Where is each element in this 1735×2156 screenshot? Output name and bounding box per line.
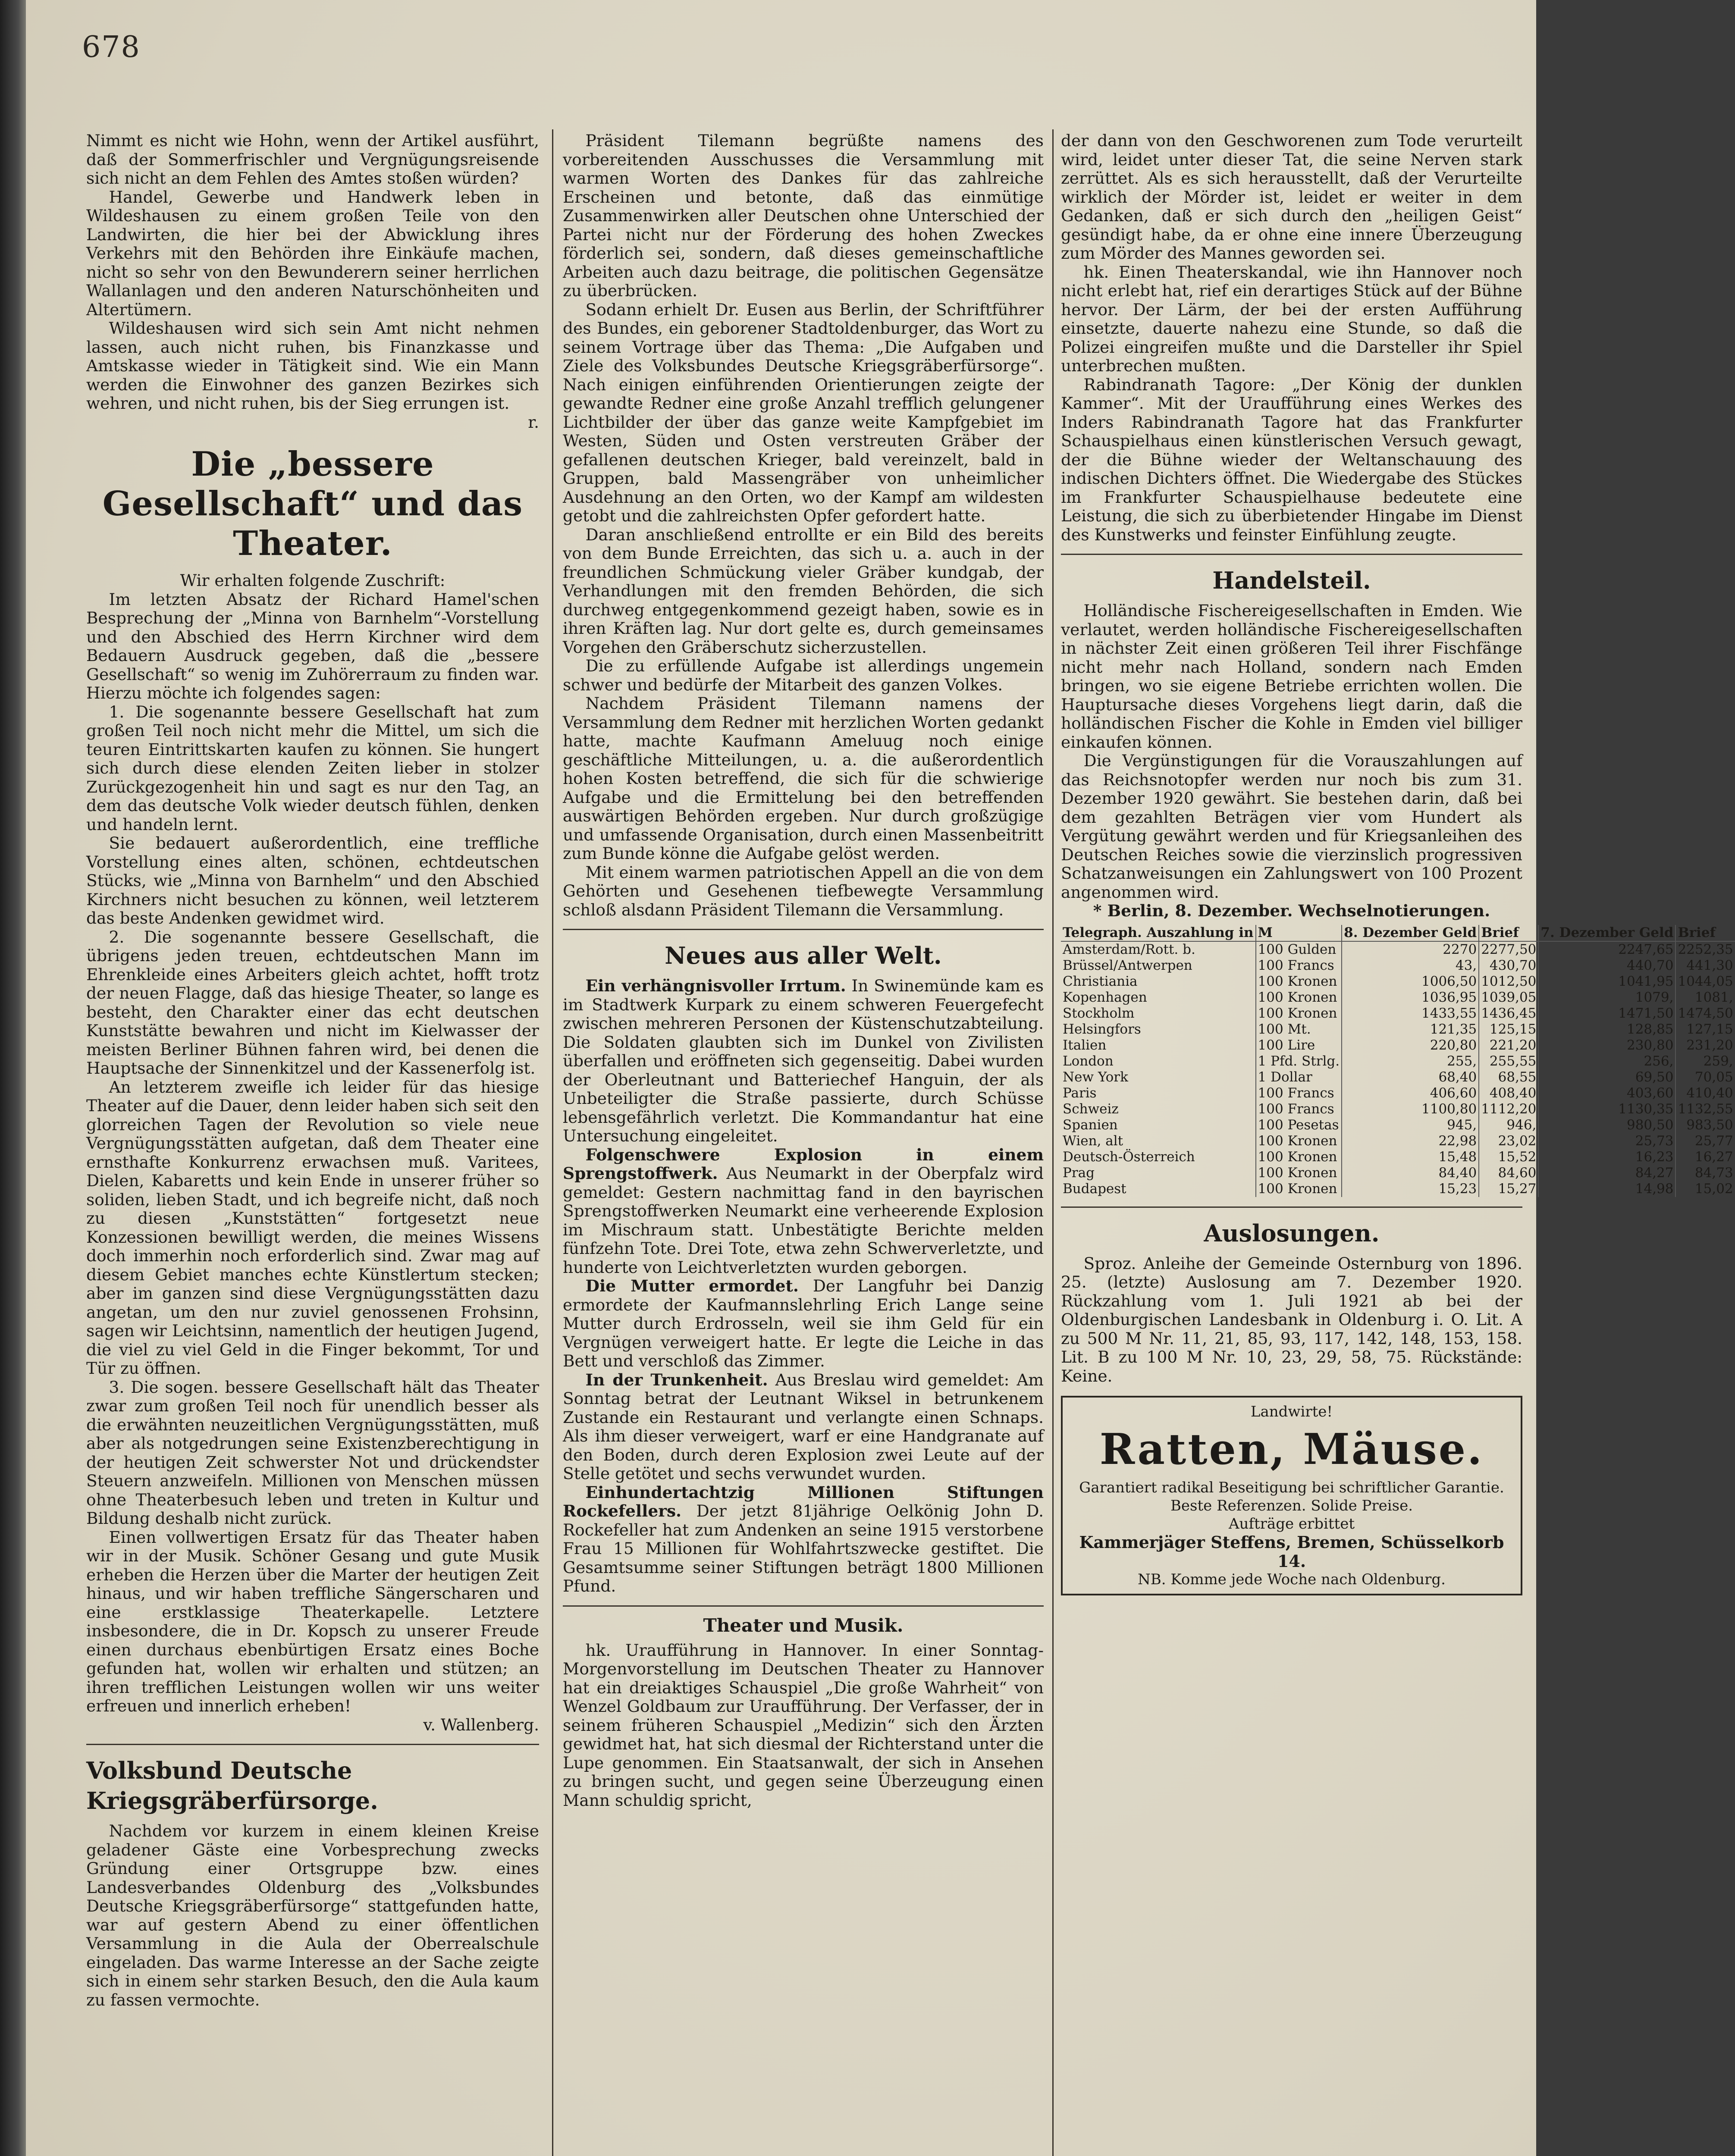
table-cell: 15,48: [1342, 1149, 1479, 1165]
column-middle: [563, 132, 1044, 2156]
table-cell: 255,: [1342, 1053, 1479, 1069]
table-cell: Kopenhagen: [1061, 990, 1256, 1006]
table-cell: Brüssel/Antwerpen: [1061, 958, 1256, 974]
section-headline: Auslosungen.: [1204, 1219, 1380, 1247]
table-cell: 1436,45: [1479, 1006, 1538, 1022]
article-signature: r.: [528, 412, 539, 432]
article-headline: Die „bessere Gesellschaft“ und das Theater.: [102, 445, 523, 563]
table-cell: Helsingfors: [1061, 1022, 1256, 1037]
article-headline: Volksbund Deutsche Kriegsgräberfürsorge.: [86, 1757, 378, 1814]
table-cell: Spanien: [1061, 1117, 1256, 1133]
ad-line: Aufträge erbittet: [1228, 1515, 1355, 1532]
column-rule: [552, 129, 553, 2156]
ad-header: Landwirte!: [1250, 1403, 1333, 1420]
table-cell: 125,15: [1479, 1022, 1538, 1037]
table-cell: 43,: [1342, 958, 1479, 974]
news-item-lead: Die Mutter ermordet.: [585, 1276, 799, 1295]
table-row: [1061, 1037, 1735, 1053]
table-header-cell: M: [1256, 925, 1342, 941]
table-cell: 69,50: [1538, 1069, 1675, 1085]
article-paragraph: Nachdem Präsident Tilemann namens der Versammlung dem Redner mit herzlichen Worten gedankt hatte, machte Kaufmann Ameluug noch einige geschäftliche Mitteilungen, u. a. die außerordentlich hohen Kosten betreffend, die sich für die schwierige Aufgabe und die Ermittelung bei den betreffenden auswärtigen Behörden ergeben. Nur durch großzügige und umfassende Organisation, durch einen Massenbeitritt zum Bunde könne die Aufgabe gelöst werden.: [563, 694, 1044, 863]
table-cell: 2277,50: [1479, 941, 1538, 958]
news-item-lead: Folgenschwere Explosion in einem Sprengstoffwerk.: [563, 1145, 1044, 1183]
news-item: [563, 977, 1044, 1146]
table-header-cell: 7. Dezember Geld: [1538, 925, 1675, 941]
table-cell: 121,35: [1342, 1022, 1479, 1037]
table-header-cell: Brief: [1675, 925, 1735, 941]
table-cell: 231,20: [1686, 1037, 1733, 1053]
table-cell: 14,98: [1538, 1181, 1675, 1197]
table-cell: Prag: [1061, 1165, 1256, 1181]
table-cell: 100 Gulden: [1256, 941, 1342, 958]
table-row: [1061, 1069, 1735, 1085]
page-number: 678: [82, 30, 141, 64]
article-paragraph: Sodann erhielt Dr. Eusen aus Berlin, der Schriftführer des Bundes, ein geborener Stadtoldenburger, das Wort zu seinem Vortrage über das Thema: „Die Aufgaben und Ziele des Volksbundes Deutsche Kriegsgräberfürsorge“. Nach einigen einführenden Orientierungen zeigte der gewandte Redner eine große Anzahl trefflich gelungener Lichtbilder der über das ganze weite Kampfgebiet im Westen, Süden und Osten verstreuten Gräber der gefallenen deutschen Krieger, bald vereinzelt, bald in Gruppen, bald Massengräber von unheimlicher Ausdehnung an den Orten, wo der Kampf am wildesten getobt und die zahlreichsten Opfer gefordert hatte.: [563, 300, 1044, 525]
table-cell: 128,85: [1538, 1022, 1675, 1037]
article-paragraph: Handel, Gewerbe und Handwerk leben in Wildeshausen zu einem großen Teile von den Landwirten, die hier bei der Abwicklung ihres Verkehrs mit den Behörden ihre Einkäufe machen, nicht so sehr von den Bewunderern seiner herrlichen Wallanlagen und den anderen Naturschönheiten und Altertümern.: [86, 187, 539, 319]
table-cell: 1474,50: [1678, 1005, 1733, 1021]
news-item-text: Der jetzt 81jährige Oelkönig John D. Rockefeller hat zum Andenken an seine 1915 verstorbene Frau 15 Millionen für Wohlfahrtszwecke gestiftet. Die Gesamtsumme seiner Stiftungen beträgt 1800 Millionen Pfund.: [563, 1501, 1044, 1595]
table-cell: 23,02: [1479, 1133, 1538, 1149]
table-cell: 127,15: [1686, 1021, 1733, 1037]
table-cell: 220,80: [1342, 1037, 1479, 1053]
news-item: [563, 1277, 1044, 1371]
article-paragraph: An letzterem zweifle ich leider für das hiesige Theater auf die Dauer, denn leider haben sich seit den glorreichen Tagen der Revolution so viele neue Vergnügungsstätten aufgetan, daß dem Theater eine ernsthafte Konkurrenz erwachsen muß. Varitees, Dielen, Kabaretts und kein Ende in unserer früher so soliden, lieben Stadt, und ich begreife nicht, daß noch zu diesen „Kunststätten“ fortgesetzt neue Konzessionen bewilligt werden, die meines Wissens doch immerhin noch erforderlich sind. Zwar mag auf diesem Gebiet manches echte Künstlertum stecken; aber im ganzen sind diese Vergnügungsstätten dazu angetan, um den nur zuviel genossenen Frohsinn, sagen wir Leichtsinn, namentlich der heutigen Jugend, die viel zu viel Geld in die Finger bekommt, Tor und Tür zu öffnen.: [86, 1077, 539, 1378]
table-cell: Stockholm: [1061, 1006, 1256, 1022]
column-right: [1061, 131, 1733, 2156]
table-row: [1061, 1133, 1735, 1149]
table-cell: 1036,95: [1342, 990, 1479, 1006]
table-cell: 2270: [1342, 941, 1479, 958]
table-cell: 1433,55: [1342, 1006, 1479, 1022]
article-paragraph: Mit einem warmen patriotischen Appell an die von dem Gehörten und Gesehenen tiefbewegte Versammlung schloß alsdann Präsident Tilemann die Versammlung.: [563, 862, 1044, 919]
table-cell: 68,40: [1342, 1069, 1479, 1085]
table-cell: 980,50: [1538, 1117, 1675, 1133]
section-headline: Theater und Musik.: [703, 1614, 904, 1636]
table-cell: 84,40: [1342, 1165, 1479, 1181]
table-cell: 84,27: [1538, 1165, 1675, 1181]
table-header-cell: 8. Dezember Geld: [1342, 925, 1479, 941]
table-cell: 430,70: [1479, 958, 1538, 974]
table-cell: 15,23: [1342, 1181, 1479, 1197]
table-cell: 100 Kronen: [1256, 1165, 1342, 1181]
table-cell: 230,80: [1538, 1037, 1675, 1053]
article-paragraph: Holländische Fischereigesellschaften in Emden. Wie verlautet, werden holländische Fischereigesellschaften in nächster Zeit einen größeren Teil ihrer Fischfänge nicht mehr nach Holland, sondern nach Emden bringen, wo sie eigene Betriebe errichten wollen. Die Hauptursache dieses Vorgehens liegt darin, daß die holländischen Fischer die Kohle in Emden viel billiger einkaufen können.: [1061, 601, 1522, 752]
news-item-lead: In der Trunkenheit.: [585, 1370, 768, 1389]
table-cell: 1100,80: [1342, 1101, 1479, 1117]
table-cell: 84,73: [1694, 1165, 1733, 1181]
table-cell: 410,40: [1686, 1085, 1733, 1101]
table-cell: 70,05: [1694, 1069, 1733, 1085]
table-cell: London: [1061, 1053, 1256, 1069]
table-cell: 1130,35: [1538, 1101, 1675, 1117]
table-cell: 259,: [1703, 1053, 1733, 1069]
table-cell: 440,70: [1538, 958, 1675, 974]
ad-note: NB. Komme jede Woche nach Oldenburg.: [1138, 1571, 1446, 1588]
advertisement: [1061, 1396, 1522, 1595]
ad-line: Garantiert radikal Beseitigung bei schriftlicher Garantie.: [1079, 1479, 1504, 1496]
section-headline: Handelsteil.: [1212, 567, 1371, 594]
table-cell: Budapest: [1061, 1181, 1256, 1197]
book-binding: [0, 0, 26, 2156]
section-headline: Neues aus aller Welt.: [665, 942, 942, 969]
table-cell: 983,50: [1686, 1117, 1733, 1133]
table-cell: 100 Francs: [1256, 1101, 1342, 1117]
column-left: [86, 132, 539, 2156]
table-row: [1061, 1022, 1735, 1037]
table-row: [1061, 958, 1735, 974]
article-paragraph: Sie bedauert außerordentlich, eine treffliche Vorstellung eines alten, schönen, echtdeutschen Stücks, wie „Minna von Barnhelm“ und den Abschied Kirchners nicht besuchen zu können, weil letzterem das beste Andenken gewidmet wird.: [86, 834, 539, 928]
table-row: [1061, 941, 1735, 958]
table-cell: 100 Mt.: [1256, 1022, 1342, 1037]
table-row: [1061, 1117, 1735, 1133]
table-cell: 15,02: [1694, 1181, 1733, 1197]
table-row: [1061, 990, 1735, 1006]
table-cell: 1039,05: [1479, 990, 1538, 1006]
table-cell: 16,23: [1538, 1149, 1675, 1165]
table-cell: 1044,05: [1678, 973, 1733, 989]
table-cell: 15,27: [1479, 1181, 1538, 1197]
table-cell: Christiania: [1061, 974, 1256, 990]
article-paragraph: Nimmt es nicht wie Hohn, wenn der Artikel ausführt, daß der Sommerfrischler und Vergnügungsreisende sich nicht an dem Fehlen des Amtes stoßen würden?: [86, 131, 539, 188]
article-lead: Wir erhalten folgende Zuschrift:: [180, 571, 446, 590]
table-header-cell: Brief: [1479, 925, 1538, 941]
table-cell: 1112,20: [1479, 1101, 1538, 1117]
ad-title: Ratten, Mäuse.: [1099, 1425, 1484, 1474]
divider: [1061, 554, 1522, 555]
ad-advertiser: Kammerjäger Steffens, Bremen, Schüsselkorb 14.: [1079, 1532, 1504, 1571]
table-cell: 25,77: [1694, 1133, 1733, 1149]
news-item: [563, 1371, 1044, 1483]
table-cell: Paris: [1061, 1085, 1256, 1101]
table-cell: 68,55: [1479, 1069, 1538, 1085]
article-paragraph: Die zu erfüllende Aufgabe ist allerdings ungemein schwer und bedürfe der Mitarbeit des ganzen Volkes.: [563, 656, 1044, 694]
table-cell: 1081,: [1694, 989, 1733, 1005]
divider: [563, 929, 1044, 930]
table-cell: 1 Pfd. Strlg.: [1256, 1053, 1342, 1069]
column-rule: [1052, 129, 1054, 2156]
table-cell: 100 Kronen: [1256, 1133, 1342, 1149]
article-paragraph: 1. Die sogenannte bessere Gesellschaft hat zum großen Teil noch nicht mehr die Mittel, um sich die teuren Eintrittskarten kaufen zu können. Sie hungert sich durch diese elenden Zeiten lieber in stolzer Zurückgezogenheit hin und sagt es nur den Tag, an dem das deutsche Volk wieder deutsch fühlen, denken und handeln lernt.: [86, 702, 539, 834]
news-item-lead: Einhundertachtzig Millionen Stiftungen Rockefellers.: [563, 1482, 1044, 1520]
table-cell: 2252,35: [1678, 941, 1733, 957]
article-paragraph: Einen vollwertigen Ersatz für das Theater haben wir in der Musik. Schöner Gesang und gute Musik erheben die Herzen über die Marter der heutigen Zeit hinaus, und wir haben treffliche Sängerscharen und eine erstklassige Theaterkapelle. Letztere insbesondere, die in Dr. Kopsch zu unserer Freude einen durchaus ebenbürtigen Ersatz eines Boche gefunden hat, wollen wir erhalten und stützen; an ihren trefflichen Leistungen wollen wir uns weiter erfreuen und innerlich erheben!: [86, 1527, 539, 1715]
table-cell: 1041,95: [1538, 974, 1675, 990]
table-cell: 1471,50: [1538, 1006, 1675, 1022]
article-paragraph: hk. Einen Theaterskandal, wie ihn Hannover noch nicht erlebt hat, rief ein derartiges Stück auf der Bühne hervor. Der Lärm, der bei der ersten Aufführung einsetzte, dauerte nahezu eine Stunde, so daß die Polizei eingreifen mußte und die Darsteller ihr Spiel unterbrechen mußten.: [1061, 262, 1522, 375]
table-row: [1061, 1101, 1735, 1117]
article-paragraph: Daran anschließend entrollte er ein Bild des bereits von dem Bunde Erreichten, das sich u. a. auch in der freundlichen Schmückung vieler Gräber kundgab, der Verhandlungen mit den fremden Behörden, die sich durchweg entgegenkommend gezeigt haben, sowie es in ihren Kräften lag. Nur dort gelte es, durch gemeinsames Vorgehen den Gräberschutz sicherzustellen.: [563, 525, 1044, 657]
news-item-text: Aus Breslau wird gemeldet: Am Sonntag betrat der Leutnant Wiksel in betrunkenem Zustande ein Restaurant und verlangte einen Schnaps. Als ihm dieser verweigert, warf er eine Handgranate auf den Boden, durch deren Explosion zwei Leute auf der Stelle getötet und sechs verwundet wurden.: [563, 1370, 1044, 1483]
table-cell: 22,98: [1342, 1133, 1479, 1149]
article-paragraph: Die Vergünstigungen für die Vorauszahlungen auf das Reichsnotopfer werden nur noch bis zum 31. Dezember 1920 gewährt. Sie bestehen darin, daß bei dem gezahlten Beträgen vier vom Hundert als Vergütung gewährt werden und für Kriegsanleihen des Deutschen Reiches sowie die vierzinslich progressiven Schatzanweisungen ein Zahlungswert von 100 Prozent angenommen wird.: [1061, 751, 1522, 902]
article-paragraph: 2. Die sogenannte bessere Gesellschaft, die übrigens jeden treuen, echtdeutschen Mann im Ehrenkleide eines Arbeiters gleich achtet, hofft trotz der neuen Flagge, daß das hiesige Theater, so lange es besteht, den Charakter einer das echt deutschen Kunststätte bewahren und nicht im Kielwasser der meisten Berliner Bühnen fahren wird, bei denen die Hauptsache der Sinnenkitzel und der Kassenerfolg ist.: [86, 927, 539, 1078]
table-cell: 100 Kronen: [1256, 1006, 1342, 1022]
table-cell: 100 Kronen: [1256, 974, 1342, 990]
table-cell: 100 Kronen: [1256, 1149, 1342, 1165]
table-cell: 255,55: [1479, 1053, 1538, 1069]
article-paragraph: hk. Uraufführung in Hannover. In einer Sonntag-Morgenvorstellung im Deutschen Theater zu Hannover hat ein dreiaktiges Schauspiel „Die große Wahrheit“ von Wenzel Goldbaum zur Uraufführung. Der Verfasser, der in seinem früheren Schauspiel „Medizin“ sich den Ärzten gewidmet hat, hat sich diesmal der Richterstand unter die Lupe genommen. Ein Staatsanwalt, der sich in Ansehen zu bringen sucht, und gegen seine Überzeugung einen Mann schuldig spricht,: [563, 1640, 1044, 1810]
table-cell: 16,27: [1694, 1149, 1733, 1165]
table-cell: 15,52: [1479, 1149, 1538, 1165]
table-cell: Italien: [1061, 1037, 1256, 1053]
ad-line: Beste Referenzen. Solide Preise.: [1170, 1497, 1413, 1514]
article-paragraph: Nachdem vor kurzem in einem kleinen Kreise geladener Gäste eine Vorbesprechung zwecks Gründung einer Ortsgruppe bzw. eines Landesverbandes Oldenburg des „Volksbundes Deutsche Kriegsgräberfürsorge“ stattgefunden hatte, war auf gestern Abend zu einer öffentlichen Versammlung in die Aula der Oberrealschule eingeladen. Das warme Interesse an der Sache zeigte sich in einem sehr starken Besuch, den die Aula kaum zu fassen vermochte.: [86, 1821, 539, 2009]
table-row: [1061, 1085, 1735, 1101]
table-row: [1061, 1053, 1735, 1069]
news-item-text: Der Langfuhr bei Danzig ermordete der Kaufmannslehrling Erich Lange seine Mutter durch Erdrosseln, weil sie ihm Geld für ein Vergnügen verweigert hatte. Er legte die Leiche in das Bett und verschloß das Zimmer.: [563, 1276, 1044, 1370]
exchange-rate-table: [1061, 925, 1735, 1197]
table-cell: 256,: [1538, 1053, 1675, 1069]
table-cell: 408,40: [1479, 1085, 1538, 1101]
table-header-cell: Telegraph. Auszahlung in: [1061, 925, 1256, 941]
divider: [563, 1605, 1044, 1607]
table-cell: New York: [1061, 1069, 1256, 1085]
table-cell: Schweiz: [1061, 1101, 1256, 1117]
news-item-lead: Ein verhängnisvoller Irrtum.: [585, 976, 846, 995]
table-row: [1061, 1165, 1735, 1181]
news-item-text: Aus Neumarkt in der Oberpfalz wird gemeldet: Gestern nachmittag fand in den bayrischen Sprengstoffwerken Neumarkt eine verheerende Explosion im Mischraum statt. Unbestätigte Berichte melden fünfzehn Tote. Drei Tote, etwa zehn Schwerverletzte, und hunderte von Leichtverletzten wurden geborgen.: [563, 1164, 1044, 1277]
table-row: [1061, 1149, 1735, 1165]
article-paragraph: Präsident Tilemann begrüßte namens des vorbereitenden Ausschusses die Versammlung mit warmen Worten des Dankes für das zahlreiche Erscheinen und betonte, daß das einmütige Zusammenwirken aller Deutschen ohne Unterschied der Partei nicht nur der Förderung des hohen Zweckes förderlich sei, sondern, daß dieses gemeinschaftliche Arbeiten auch dazu beitrage, die politischen Gegensätze zu überbrücken.: [563, 131, 1044, 300]
table-cell: 100 Pesetas: [1256, 1117, 1342, 1133]
table-row: [1061, 1181, 1735, 1197]
table-cell: 100 Francs: [1256, 958, 1342, 974]
table-cell: 221,20: [1479, 1037, 1538, 1053]
table-row: [1061, 1006, 1735, 1022]
article-paragraph: der dann von den Geschworenen zum Tode verurteilt wird, leidet unter dieser Tat, die seine Nerven stark zerrüttet. Als es sich herausstellt, daß der Verurteilte wirklich der Mörder ist, leidet er weiter in dem Gedanken, daß er sich durch den „heiligen Geist“ gesündigt habe, da er ohne eine innere Überzeugung zum Mörder des Mannes geworden sei.: [1061, 131, 1522, 263]
table-cell: 403,60: [1538, 1085, 1675, 1101]
news-item-text: In Swinemünde kam es im Stadtwerk Kurpark zu einem schweren Feuergefecht zwischen mehreren Personen der Küstenschutzabteilung. Die Soldaten glaubten sich im Dunkel von Zivilisten überfallen und eröffneten sich gegenseitig. Dabei wurden der Oberleutnant und Batteriechef Hanguin, der als Unbeteiligter die Straße passierte, durch Schüsse lebensgefährlich verletzt. Die Kommandantur hat eine Untersuchung eingeleitet.: [563, 976, 1044, 1145]
table-cell: 2247,65: [1538, 941, 1675, 958]
table-cell: 1 Dollar: [1256, 1069, 1342, 1085]
table-cell: 25,73: [1538, 1133, 1675, 1149]
table-cell: 946,: [1479, 1117, 1538, 1133]
table-cell: 945,: [1342, 1117, 1479, 1133]
table-cell: Wien, alt: [1061, 1133, 1256, 1149]
divider: [86, 1744, 539, 1745]
table-cell: 1006,50: [1342, 974, 1479, 990]
table-cell: 1132,55: [1678, 1101, 1733, 1117]
table-cell: 441,30: [1686, 957, 1733, 973]
table-cell: 100 Kronen: [1256, 1181, 1342, 1197]
table-cell: Amsterdam/Rott. b.: [1061, 941, 1256, 958]
table-cell: 1012,50: [1479, 974, 1538, 990]
divider: [1061, 1206, 1522, 1208]
article-paragraph: Im letzten Absatz der Richard Hamel'schen Besprechung der „Minna von Barnhelm“-Vorstellung und den Abschied des Herrn Kirchner wird dem Bedauern Ausdruck gegeben, daß die „bessere Gesellschaft“ so wenig im Zuhörerraum zu finden war. Hierzu möchte ich folgendes sagen:: [86, 589, 539, 702]
article-paragraph: Rabindranath Tagore: „Der König der dunklen Kammer“. Mit der Uraufführung eines Werkes des Inders Rabindranath Tagore hat das Frankfurter Schauspielhaus einen künstlerischen Versuch gewagt, der die Bühne wieder der Weltanschauung des indischen Dichters öffnet. Die Wiedergabe des Stückes im Frankfurter Schauspielhause bedeutete eine Leistung, die sich zu überbietender Hingabe im Dienst des Kunstwerks und feinster Einfühlung zeugte.: [1061, 375, 1522, 544]
table-cell: Deutsch-Österreich: [1061, 1149, 1256, 1165]
exchange-heading: * Berlin, 8. Dezember. Wechselnotierungen.: [1093, 901, 1490, 920]
article-paragraph: Sproz. Anleihe der Gemeinde Osternburg von 1896. 25. (letzte) Auslosung am 7. Dezember 1920. Rückzahlung vom 1. Juli 1921 ab bei der Oldenburgischen Landesbank in Oldenburg i. O. Lit. A zu 500 M Nr. 11, 21, 85, 93, 117, 142, 148, 153, 158. Lit. B zu 100 M Nr. 10, 23, 29, 58, 75. Rückstände: Keine.: [1061, 1253, 1522, 1385]
table-cell: 100 Lire: [1256, 1037, 1342, 1053]
table-cell: 100 Kronen: [1256, 990, 1342, 1006]
table-cell: 1079,: [1538, 990, 1675, 1006]
table-cell: 84,60: [1479, 1165, 1538, 1181]
article-paragraph: 3. Die sogen. bessere Gesellschaft hält das Theater zwar zum großen Teil noch für unendlich besser als die erwähnten neuzeitlichen Vergnügungsstätten, muß aber als notgedrungen seine Existenzberechtigung in der heutigen Zeit schwerster Not und drückendster Steuern anzweifeln. Millionen von Menschen müssen ohne Theaterbesuch leben und treten in Kultur und Bildung deshalb nicht zurück.: [86, 1377, 539, 1528]
table-cell: 100 Francs: [1256, 1085, 1342, 1101]
newspaper-page: [26, 0, 1733, 2156]
article-signature: v. Wallenberg.: [423, 1715, 539, 1734]
table-cell: 406,60: [1342, 1085, 1479, 1101]
table-row: [1061, 974, 1735, 990]
news-item: [563, 1483, 1044, 1596]
article-paragraph: Wildeshausen wird sich sein Amt nicht nehmen lassen, auch nicht ruhen, bis Finanzkasse und Amtskasse wieder in Tätigkeit sind. Wie ein Mann werden die Einwohner des ganzen Bezirkes sich wehren, und nicht ruhen, bis der Sieg errungen ist.: [86, 319, 539, 413]
news-item: [563, 1146, 1044, 1277]
